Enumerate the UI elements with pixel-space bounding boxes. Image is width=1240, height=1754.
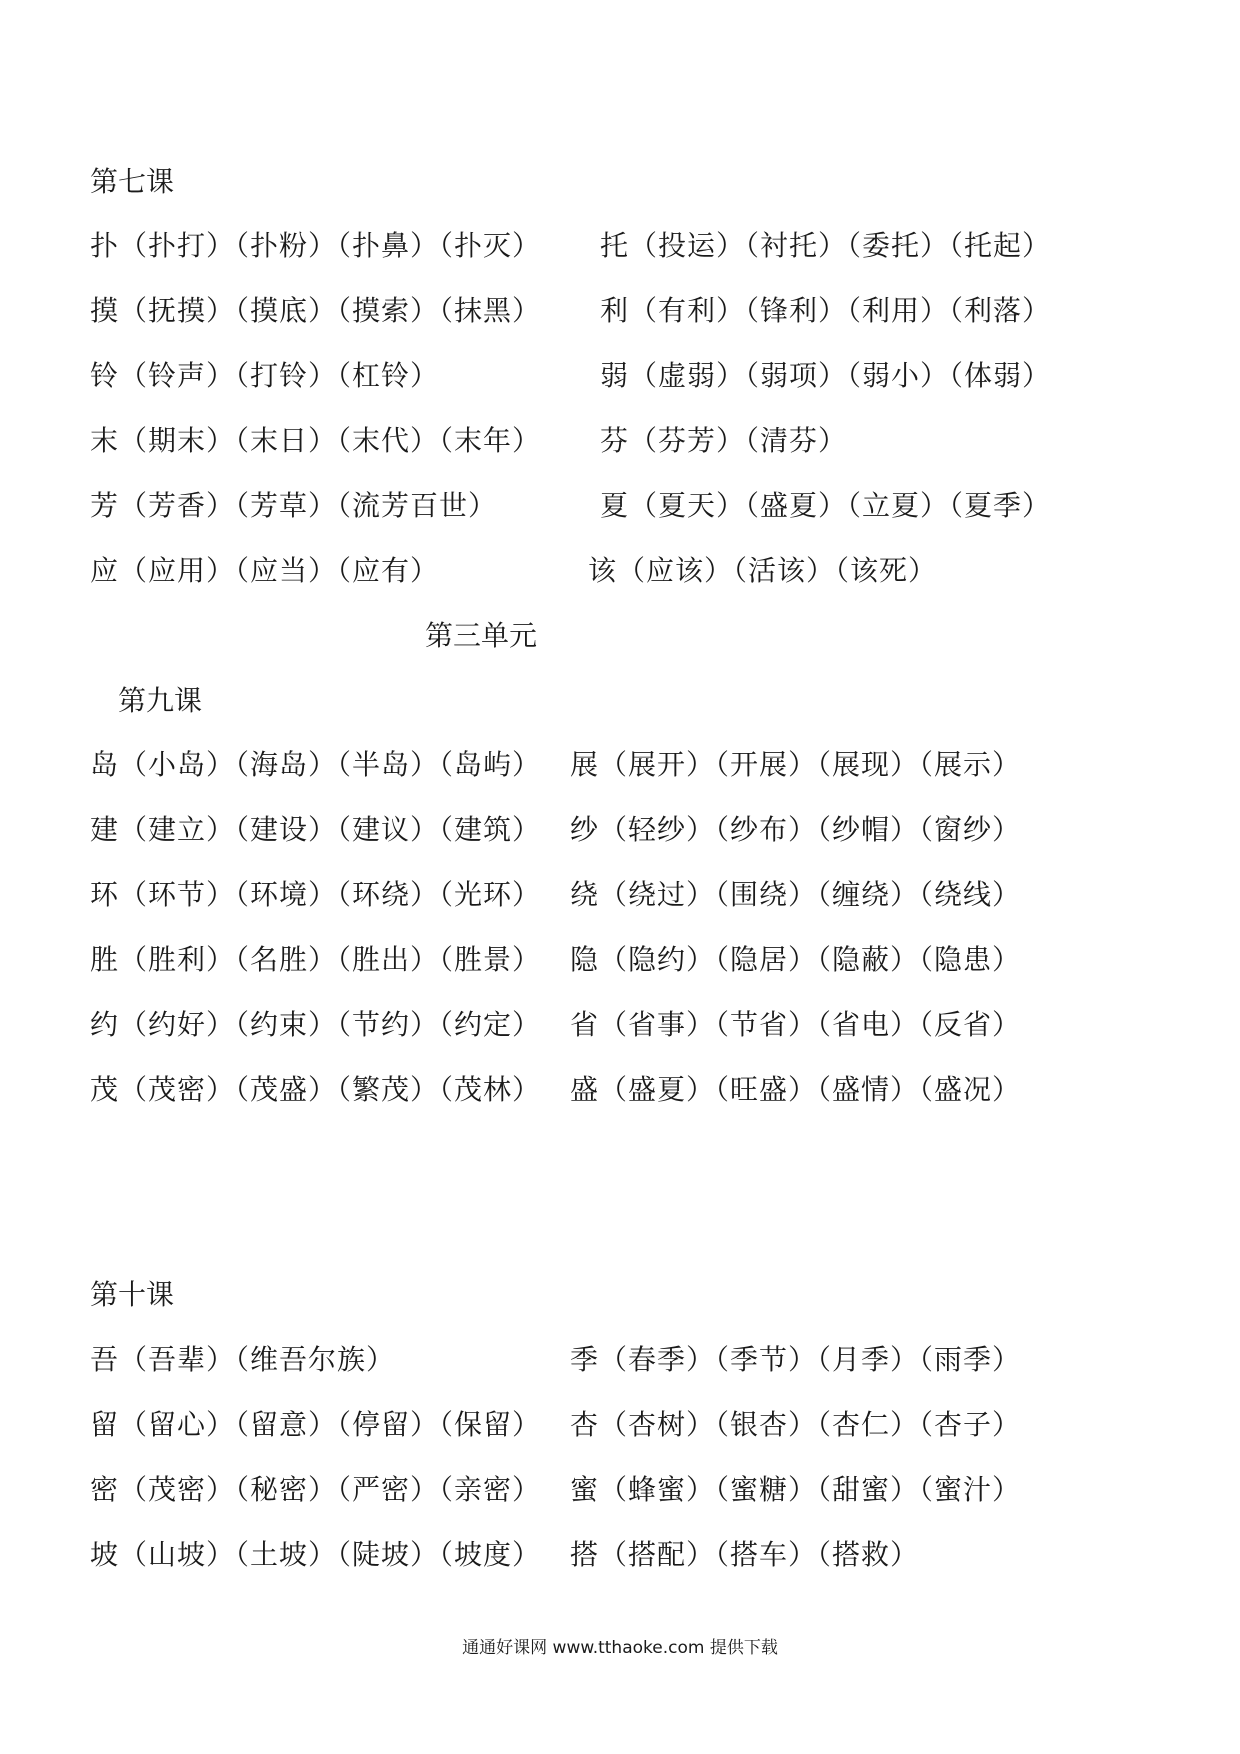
lesson-10-row-3-left: 密（茂密）（秘密）（严密）（亲密） (90, 1473, 542, 1506)
lesson-7-row-4-left: 末（期末）（末日）（末代）（末年） (90, 424, 542, 457)
lesson-9-row-6-right: 盛（盛夏）（旺盛）（盛情）（盛况） (570, 1073, 1022, 1106)
lesson-9-row-6-left: 茂（茂密）（茂盛）（繁茂）（茂林） (90, 1073, 542, 1106)
lesson-7-row-3-right: 弱（虚弱）（弱项）（弱小）（体弱） (600, 359, 1052, 392)
lesson-9-row-2-right: 纱（轻纱）（纱布）（纱帽）（窗纱） (570, 813, 1022, 846)
lesson-7-row-6 (0, 551, 1240, 591)
lesson-9-row-1-left: 岛（小岛）（海岛）（半岛）（岛屿） (90, 748, 542, 781)
lesson-7-row-1-right: 托（投运）（衬托）（委托）（托起） (600, 229, 1052, 262)
lesson-10-row-1 (0, 1340, 1240, 1380)
lesson-7-row-6-right: 该（应该）（活该）（该死） (588, 554, 938, 587)
lesson-9-row-1 (0, 745, 1240, 785)
lesson-9-row-3-left: 环（环节）（环境）（环绕）（光环） (90, 878, 542, 911)
lesson-7-title: 第七课 (90, 165, 175, 198)
lesson-9-row-1-right: 展（展开）（开展）（展现）（展示） (570, 748, 1022, 781)
lesson-9-row-2-left: 建（建立）（建设）（建议）（建筑） (90, 813, 542, 846)
unit-3-title: 第三单元 (425, 619, 538, 652)
lesson-10-row-2-right: 杏（杏树）（银杏）（杏仁）（杏子） (570, 1408, 1022, 1441)
lesson-7-row-3 (0, 356, 1240, 396)
lesson-10-row-2 (0, 1405, 1240, 1445)
footer-credit: 通通好课网 www.tthaoke.com 提供下载 (462, 1638, 778, 1658)
lesson-10-row-2-left: 留（留心）（留意）（停留）（保留） (90, 1408, 542, 1441)
lesson-9-title: 第九课 (118, 684, 203, 717)
lesson-10-title: 第十课 (90, 1278, 175, 1311)
lesson-7-row-4 (0, 421, 1240, 461)
lesson-7-row-2-right: 利（有利）（锋利）（利用）（利落） (600, 294, 1052, 327)
lesson-10-row-3-right: 蜜（蜂蜜）（蜜糖）（甜蜜）（蜜汁） (570, 1473, 1022, 1506)
lesson-10-row-4-left: 坡（山坡）（土坡）（陡坡）（坡度） (90, 1538, 542, 1571)
lesson-9-row-2 (0, 810, 1240, 850)
lesson-7-row-3-left: 铃（铃声）（打铃）（杠铃） (90, 359, 440, 392)
lesson-9-row-3 (0, 875, 1240, 915)
lesson-9-row-4 (0, 940, 1240, 980)
lesson-7-row-2 (0, 291, 1240, 331)
lesson-9-row-4-right: 隐（隐约）（隐居）（隐蔽）（隐患） (570, 943, 1022, 976)
lesson-9-row-3-right: 绕（绕过）（围绕）（缠绕）（绕线） (570, 878, 1022, 911)
lesson-10-row-1-left: 吾（吾辈）（维吾尔族） (90, 1343, 396, 1376)
lesson-10-row-3 (0, 1470, 1240, 1510)
lesson-9-row-5-right: 省（省事）（节省）（省电）（反省） (570, 1008, 1022, 1041)
lesson-7-row-1-left: 扑（扑打）（扑粉）（扑鼻）（扑灭） (90, 229, 542, 262)
lesson-7-row-2-left: 摸（抚摸）（摸底）（摸索）（抹黑） (90, 294, 542, 327)
lesson-7-row-5-right: 夏（夏天）（盛夏）（立夏）（夏季） (600, 489, 1052, 522)
lesson-10-row-4-right: 搭（搭配）（搭车）（搭救） (570, 1538, 920, 1571)
lesson-10-row-4 (0, 1535, 1240, 1575)
lesson-9-row-6 (0, 1070, 1240, 1110)
lesson-7-row-1 (0, 226, 1240, 266)
lesson-7-row-6-left: 应（应用）（应当）（应有） (90, 554, 440, 587)
lesson-9-row-5-left: 约（约好）（约束）（节约）（约定） (90, 1008, 542, 1041)
lesson-7-row-5 (0, 486, 1240, 526)
lesson-10-row-1-right: 季（春季）（季节）（月季）（雨季） (570, 1343, 1022, 1376)
lesson-7-row-5-left: 芳（芳香）（芳草）（流芳百世） (90, 489, 498, 522)
lesson-7-row-4-right: 芬（芬芳）（清芬） (600, 424, 848, 457)
lesson-9-row-4-left: 胜（胜利）（名胜）（胜出）（胜景） (90, 943, 542, 976)
lesson-9-row-5 (0, 1005, 1240, 1045)
